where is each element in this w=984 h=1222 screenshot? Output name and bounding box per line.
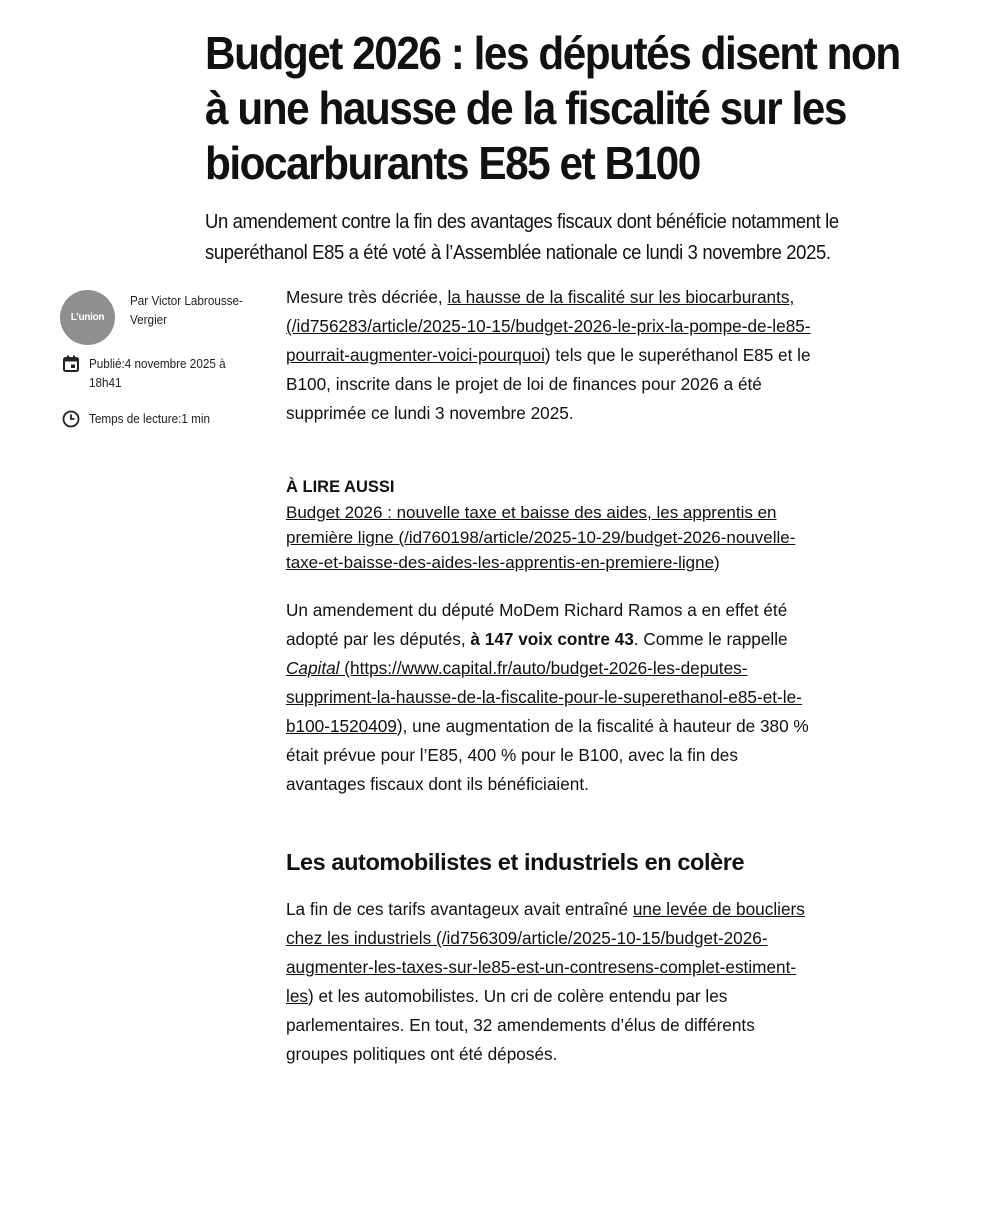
publisher-logo-text: L’union (70, 312, 105, 323)
vote-result: à 147 voix contre 43 (470, 629, 634, 649)
author-name[interactable]: Par Victor Labrousse-Vergier (130, 293, 243, 327)
reading-value: 1 min (181, 411, 210, 426)
paragraph (286, 895, 811, 1069)
published-value: 4 novembre 2025 à 18h41 (89, 356, 226, 390)
article-body (286, 283, 811, 1069)
paragraph-text: . Comme le rappelle (633, 629, 788, 649)
paragraph (286, 283, 811, 428)
article-subtitle: Un amendement contre la fin des avantages fiscaux dont bénéficie notamment le superéthanol E85 a été voté à l’Assemblée nationale ce lundi 3 novembre 2025. (205, 210, 839, 264)
read-also-title: À LIRE AUSSI (286, 478, 395, 496)
reading-label: Temps de lecture: (89, 411, 182, 426)
industriels-link[interactable]: une levée de boucliers chez les industriels (/id756309/article/2025-10-15/budget-2026-augmenter-les-taxes-sur-le85-est-un-contresens-complet-estiment-les (286, 899, 805, 1006)
fiscalite-link[interactable]: la hausse de la fiscalité sur les biocarburants, (/id756283/article/2025-10-15/budget-2026-le-prix-la-pompe-de-le85-pourrait-augmenter-voici-pourquoi (286, 287, 811, 365)
calendar-icon (61, 354, 81, 374)
paragraph-text: ) et les automobilistes. Un cri de colère entendu par les parlementaires. En tout, 32 amendements d’élus de différents groupes politiques ont été déposés. (286, 986, 755, 1064)
capital-link-title: Capital (286, 658, 340, 678)
clock-icon (61, 409, 81, 429)
publisher-logo[interactable] (60, 290, 115, 345)
paragraph-text: ), une augmentation de la fiscalité à hauteur de 380 % était prévue pour l’E85, 400 % pour le B100, avec la fin des avantages fiscaux dont ils bénéficiaient. (286, 716, 809, 794)
paragraph-text: ) (714, 553, 720, 572)
paragraph-text: Un amendement du député MoDem Richard Ramos a en effet été adopté par les députés, (286, 600, 788, 649)
read-also-block (286, 475, 811, 575)
paragraph-text: Mesure très décriée, (286, 287, 448, 307)
capital-link-url: (https://www.capital.fr/auto/budget-2026-les-deputes-suppriment-la-hausse-de-la-fiscalite-pour-le-superethanol-e85-et-le-b100-1520409 (286, 658, 802, 736)
paragraph-text: ) tels que le superéthanol E85 et le B100, inscrite dans le projet de loi de finances pour 2026 a été supprimée ce lundi 3 novembre 2025. (286, 345, 811, 423)
published-label: Publié: (89, 356, 125, 371)
read-also-link[interactable]: Budget 2026 : nouvelle taxe et baisse des aides, les apprentis en première ligne (/id760198/article/2025-10-29/budget-2026-nouvelle-taxe-et-baisse-des-aides-les-apprentis-en-premiere-ligne (286, 503, 796, 572)
paragraph (286, 596, 811, 799)
article-headline: Budget 2026 : les députés disent non à une hausse de la fiscalité sur les biocarburants E85 et B100 (205, 27, 900, 189)
section-heading: Les automobilistes et industriels en colère (286, 849, 745, 875)
paragraph-text: La fin de ces tarifs avantageux avait entraîné (286, 899, 633, 919)
